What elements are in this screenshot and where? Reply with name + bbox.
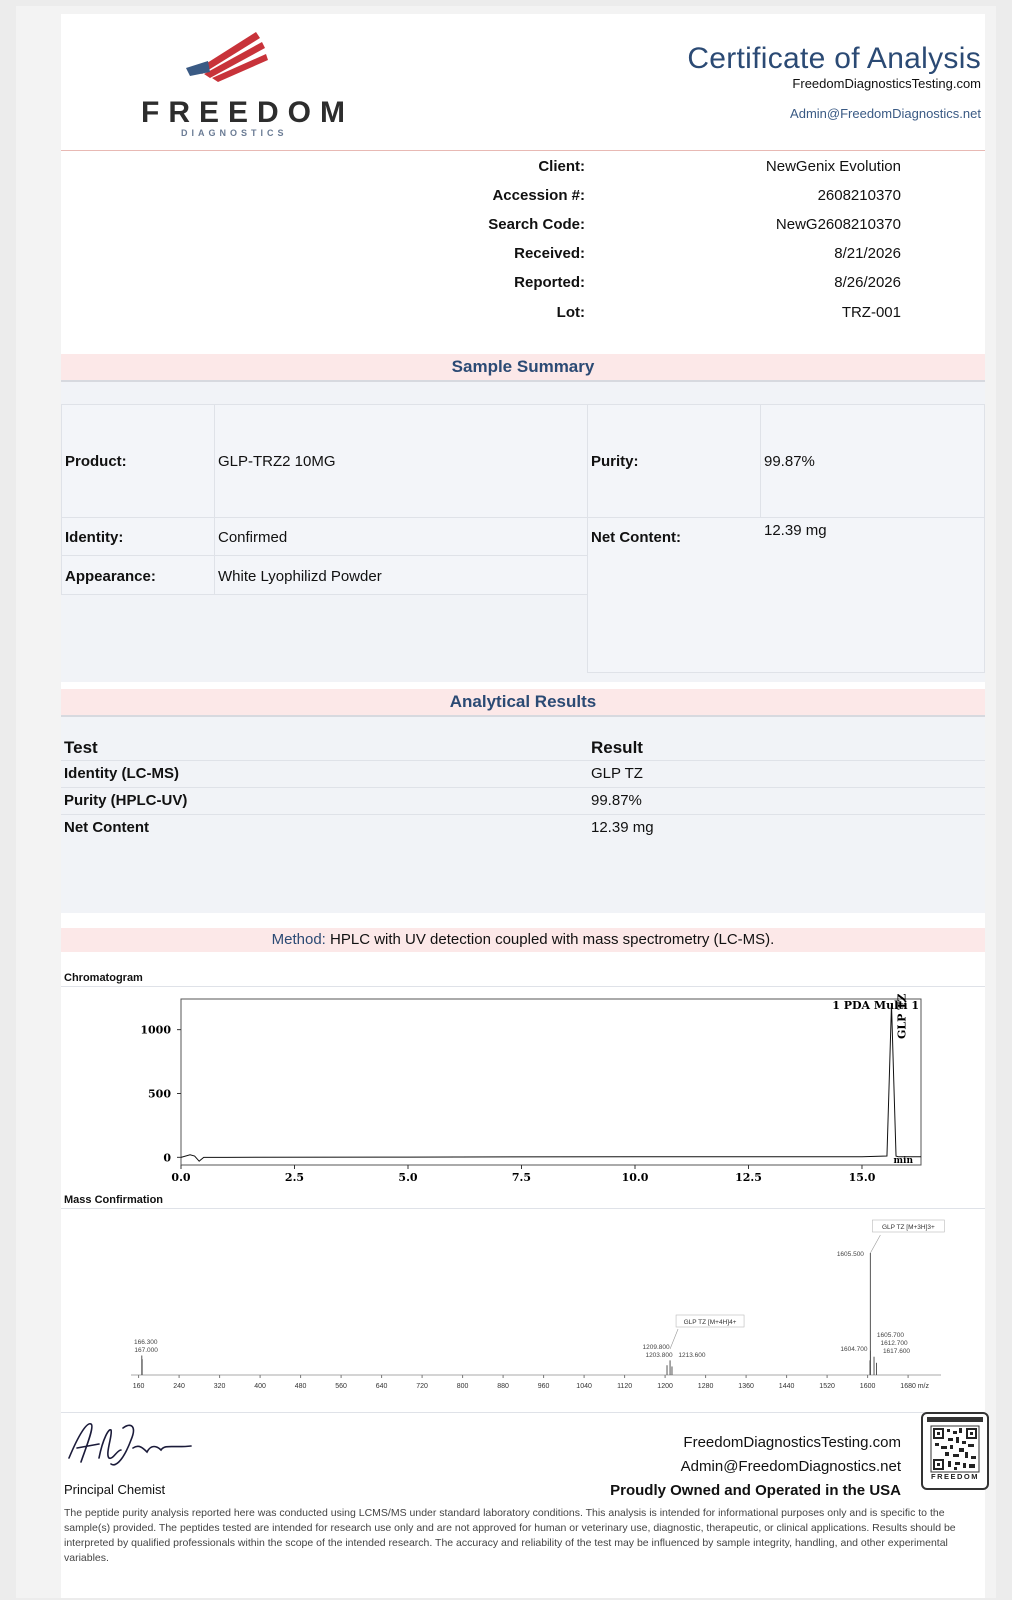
chromatogram-title: Chromatogram (64, 972, 143, 984)
x-tick-label: 1440 (778, 1383, 795, 1390)
x-tick-label: 880 (497, 1383, 509, 1390)
brand-name: FREEDOM (141, 96, 354, 129)
x-tick-label: 320 (213, 1383, 226, 1390)
test-name: Purity (HPLC-UV) (64, 792, 188, 809)
info-value: TRZ-001 (841, 304, 901, 321)
purity-label: Purity: (591, 453, 639, 470)
y-tick-label: 500 (148, 1087, 171, 1101)
info-value: NewG2608210370 (775, 216, 901, 233)
method-text: HPLC with UV detection coupled with mass spectrometry (LC-MS). (330, 931, 775, 948)
annotation-leader (870, 1235, 880, 1253)
x-tick-label: 5.0 (398, 1171, 418, 1184)
signer-role: Principal Chemist (64, 1482, 166, 1497)
chart-legend: 1 PDA Multi 1 (832, 999, 919, 1012)
brand-subtitle: DIAGNOSTICS (181, 128, 288, 138)
info-label: Accession #: (492, 187, 585, 204)
footer-website[interactable]: FreedomDiagnosticsTesting.com (683, 1434, 901, 1451)
qr-code-badge (921, 1412, 989, 1490)
appearance-label-cell (61, 555, 215, 595)
x-axis-unit: m/z (917, 1383, 929, 1390)
appearance-value: White Lyophilizd Powder (218, 568, 382, 585)
owned-statement: Proudly Owned and Operated in the USA (610, 1482, 901, 1499)
identity-label-cell (61, 517, 215, 556)
info-label: Search Code: (488, 216, 585, 233)
info-value: NewGenix Evolution (765, 158, 901, 175)
peak-value-label: 1604.700 (840, 1346, 868, 1353)
page-background (16, 6, 996, 1598)
plot-frame (181, 999, 921, 1165)
info-value: 8/21/2026 (834, 245, 901, 262)
peak-value-label: 166.300 (134, 1339, 158, 1346)
x-tick-label: 240 (173, 1383, 185, 1390)
peak-value-label: 1617.600 (882, 1348, 911, 1355)
peak-value-label: 1203.800 (645, 1352, 673, 1359)
peak-value-label: 167.000 (134, 1347, 158, 1354)
info-row-lot (61, 304, 985, 333)
x-tick-label: 640 (375, 1383, 388, 1390)
net-content-cell (587, 517, 985, 673)
chromatogram-chart (61, 987, 985, 1205)
flag-wing-icon (186, 28, 276, 88)
info-row-client (61, 158, 985, 187)
x-tick-label: 10.0 (621, 1171, 649, 1184)
footer-divider (61, 1412, 985, 1413)
test-result: 12.39 mg (591, 819, 654, 836)
annotation-leader (670, 1329, 678, 1349)
mass-confirmation-title: Mass Confirmation (64, 1194, 164, 1206)
x-tick-label: 1680 (900, 1383, 916, 1390)
table-row (61, 788, 985, 815)
info-row-accession (61, 187, 985, 216)
identity-label: Identity: (65, 529, 124, 546)
info-value: 2608210370 (817, 187, 901, 204)
x-tick-label: 1040 (576, 1383, 592, 1390)
col-test-header: Test (64, 738, 98, 757)
sample-summary-header: Sample Summary (61, 354, 985, 382)
x-tick-label: 1600 (859, 1383, 876, 1390)
ms-annotation: GLP TZ [M+4H]4+ (683, 1319, 737, 1326)
x-tick-label: 12.5 (735, 1171, 762, 1184)
x-tick-label: 7.5 (511, 1171, 532, 1184)
test-result: GLP TZ (591, 765, 643, 782)
net-content-label: Net Content: (591, 529, 681, 546)
test-name: Identity (LC-MS) (64, 765, 179, 782)
table-row (61, 815, 985, 841)
peak-value-label: 1605.700 (876, 1332, 905, 1339)
results-table-header (61, 736, 985, 761)
qr-label: FREEDOM (931, 1472, 979, 1481)
x-tick-label: 15.0 (848, 1171, 876, 1184)
mass-spectrum-chart (61, 1209, 985, 1413)
x-axis-unit: min (893, 1156, 913, 1166)
x-tick-label: 0.0 (171, 1171, 191, 1184)
document-title: Certificate of Analysis (687, 42, 981, 75)
peak-value-label: 1213.600 (678, 1352, 706, 1359)
y-tick-label: 0 (163, 1151, 171, 1165)
analytical-results-header: Analytical Results (61, 689, 985, 717)
header-divider (61, 150, 985, 151)
product-value: GLP-TRZ2 10MG (218, 453, 336, 470)
info-value: 8/26/2026 (834, 274, 901, 291)
test-name: Net Content (64, 819, 149, 836)
product-label-cell (61, 404, 215, 518)
method-label: Method: (271, 931, 326, 948)
x-tick-label: 1120 (617, 1383, 633, 1390)
peak-value-label: 1612.700 (880, 1340, 908, 1347)
certificate-sheet (61, 14, 985, 1598)
x-tick-label: 480 (294, 1383, 307, 1390)
signature-image (65, 1414, 195, 1474)
table-row (61, 761, 985, 788)
x-tick-label: 1280 (697, 1383, 714, 1390)
identity-value-cell (214, 517, 588, 556)
x-tick-label: 560 (335, 1383, 347, 1390)
appearance-value-cell (214, 555, 588, 595)
info-label: Lot: (556, 304, 585, 321)
purity-label-cell (587, 404, 761, 518)
y-tick-label: 1000 (140, 1023, 171, 1037)
footer-email[interactable]: Admin@FreedomDiagnostics.net (680, 1458, 901, 1475)
ms-annotation: GLP TZ [M+3H]3+ (881, 1224, 935, 1231)
x-tick-label: 1360 (738, 1383, 754, 1390)
peak-value-label: 1605.500 (836, 1251, 864, 1258)
purity-value-cell (760, 404, 985, 518)
x-tick-label: 1520 (819, 1383, 835, 1390)
peak-value-label: 1209.800 (642, 1344, 670, 1351)
header-email[interactable]: Admin@FreedomDiagnostics.net (790, 106, 981, 121)
mass-spectrum-panel (61, 1208, 985, 1413)
x-tick-label: 800 (456, 1383, 469, 1390)
x-tick-label: 400 (254, 1383, 266, 1390)
header-website[interactable]: FreedomDiagnosticsTesting.com (792, 76, 981, 91)
signature (65, 1414, 195, 1479)
test-result: 99.87% (591, 792, 642, 809)
x-tick-label: 160 (132, 1383, 145, 1390)
peak-label: GLP TZ (895, 993, 909, 1039)
chromatogram-panel (61, 986, 985, 1205)
method-line (61, 928, 985, 952)
appearance-label: Appearance: (65, 568, 156, 585)
net-content-value: 12.39 mg (764, 522, 827, 539)
x-tick-label: 1200 (657, 1383, 673, 1390)
identity-value: Confirmed (218, 529, 288, 546)
disclaimer: The peptide purity analysis reported here was conducted using LCMS/MS under standard laboratory conditions. This analysis is intended for informational purposes only and is specific to the sample(s) provided. The peptides tested are intended for research use only and are not approved for human or veterinary use, diagnostic, therapeutic, or clinical applications. Results should be interpreted by qualified professionals within the scope of the intended research. The accuracy and reliability of the test may be influenced by sample integrity, handling, and other experimental variables. (64, 1507, 956, 1564)
x-tick-label: 2.5 (284, 1171, 305, 1184)
product-label: Product: (65, 453, 127, 470)
info-label: Client: (538, 158, 585, 175)
col-result-header: Result (591, 738, 643, 757)
info-label: Received: (514, 245, 585, 262)
info-row-reported (61, 274, 985, 303)
info-row-search-code (61, 216, 985, 245)
freedom-logo (101, 24, 354, 144)
product-value-cell (214, 404, 588, 518)
purity-value: 99.87% (764, 453, 815, 470)
info-row-received (61, 245, 985, 274)
x-tick-label: 960 (537, 1383, 550, 1390)
chromatogram-trace (181, 1004, 921, 1161)
info-label: Reported: (514, 274, 585, 291)
x-tick-label: 720 (416, 1383, 428, 1390)
